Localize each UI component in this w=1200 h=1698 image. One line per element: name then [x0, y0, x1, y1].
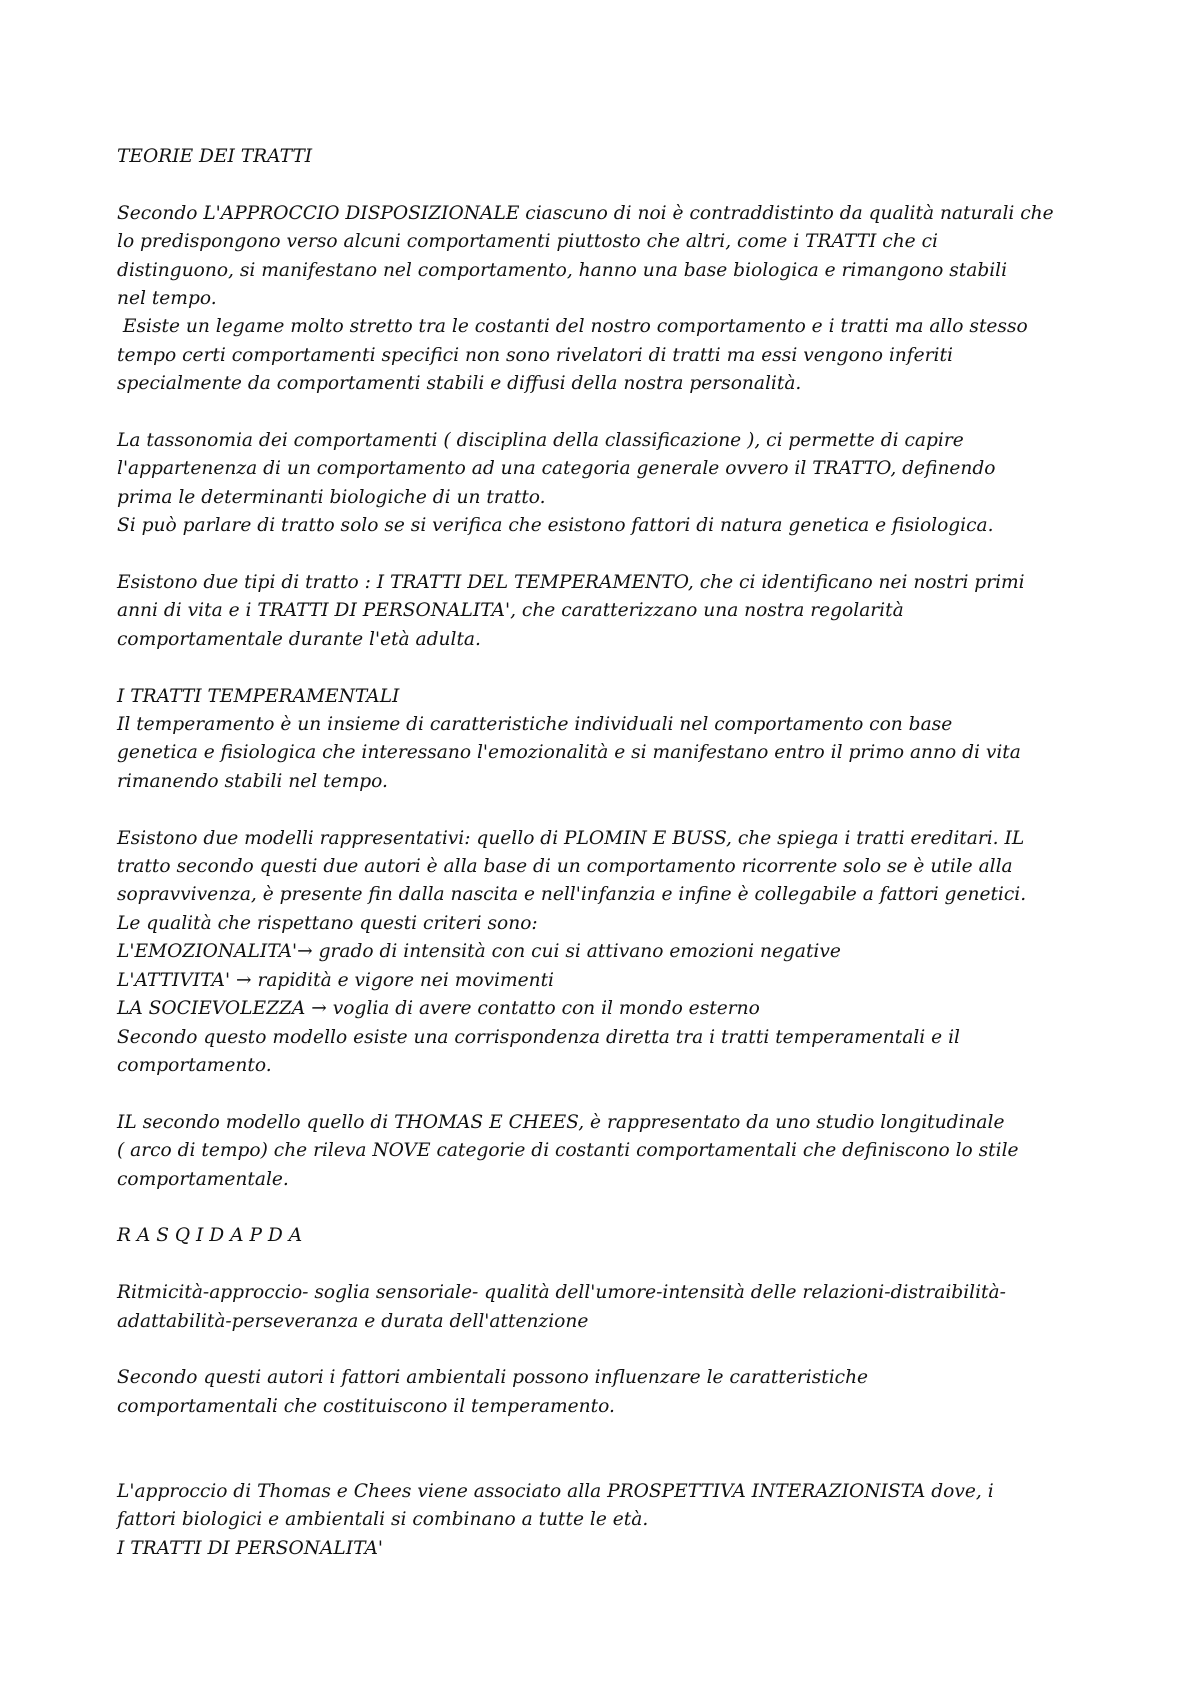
text-line: Esistono due tipi di tratto : I TRATTI DEL TEMPERAMENTO, che ci identificano nei nostri primi	[117, 572, 1025, 594]
text-line: tratto secondo questi due autori è alla base di un comportamento ricorrente solo se è utile alla	[117, 856, 1013, 878]
text-line: lo predispongono verso alcuni comportamenti piuttosto che altri, come i TRATTI che ci	[117, 231, 938, 253]
section-tratti-temperamentali	[117, 683, 1107, 797]
text-line: Il temperamento è un insieme di caratteristiche individuali nel comportamento con base	[117, 714, 953, 736]
text-line: Esistono due modelli rappresentativi: quello di PLOMIN E BUSS, che spiega i tratti ereditari. IL	[117, 827, 1025, 849]
text-line: tempo certi comportamenti specifici non sono rivelatori di tratti ma essi vengono inferiti	[117, 344, 953, 366]
paragraph-tassonomia	[117, 427, 1107, 541]
text-line: Si può parlare di tratto solo se si verifica che esistono fattori di natura genetica e fisiologica.	[117, 515, 994, 537]
acronym-block	[117, 1222, 1107, 1250]
text-line: Esiste un legame molto stretto tra le costanti del nostro comportamento e i tratti ma allo stesso	[117, 316, 1028, 338]
paragraph-plomin-buss	[117, 825, 1107, 1081]
text-line: Le qualità che rispettano questi criteri sono:	[117, 912, 538, 934]
paragraph-prospettiva-interazionista	[117, 1478, 1107, 1563]
text-line: prima le determinanti biologiche di un tratto.	[117, 486, 546, 508]
text-line: distinguono, si manifestano nel comportamento, hanno una base biologica e rimangono stabili	[117, 259, 1008, 281]
list-item-socievolezza: LA SOCIEVOLEZZA → voglia di avere contatto con il mondo esterno	[117, 998, 760, 1020]
text-line: La tassonomia dei comportamenti ( disciplina della classificazione ), ci permette di capire	[117, 430, 964, 452]
text-line: nel tempo.	[117, 288, 217, 310]
paragraph-tipi-di-tratto	[117, 569, 1107, 654]
text-line: specialmente da comportamenti stabili e diffusi della nostra personalità.	[117, 373, 802, 395]
text-line: ( arco di tempo) che rileva NOVE categorie di costanti comportamentali che definiscono lo stile	[117, 1140, 1019, 1162]
document-page	[117, 143, 1107, 1563]
acronym-line: R A S Q I D A P D A	[117, 1225, 303, 1247]
text-line: genetica e fisiologica che interessano l'emozionalità e si manifestano entro il primo anno di vita	[117, 742, 1021, 764]
text-line: fattori biologici e ambientali si combinano a tutte le età.	[117, 1509, 649, 1531]
text-line: Secondo questi autori i fattori ambientali possono influenzare le caratteristiche	[117, 1367, 869, 1389]
paragraph-thomas-chees	[117, 1109, 1107, 1194]
text-line: sopravvivenza, è presente fin dalla nascita e nell'infanzia e infine è collegabile a fattori genetici.	[117, 884, 1027, 906]
document-title-block	[117, 143, 1107, 171]
text-line: anni di vita e i TRATTI DI PERSONALITA', che caratterizzano una nostra regolarità	[117, 600, 904, 622]
text-line: comportamentali che costituiscono il temperamento.	[117, 1395, 615, 1417]
text-line: comportamentale.	[117, 1168, 289, 1190]
paragraph-categorie	[117, 1279, 1107, 1336]
section-heading: I TRATTI DI PERSONALITA'	[117, 1537, 384, 1559]
text-line: comportamentale durante l'età adulta.	[117, 628, 481, 650]
text-line: Secondo L'APPROCCIO DISPOSIZIONALE ciascuno di noi è contraddistinto da qualità naturali che	[117, 202, 1054, 224]
text-line: l'appartenenza di un comportamento ad una categoria generale ovvero il TRATTO, definendo	[117, 458, 996, 480]
text-line: IL secondo modello quello di THOMAS E CHEES, è rappresentato da uno studio longitudinale	[117, 1111, 1005, 1133]
text-line: Ritmicità-approccio- soglia sensoriale- qualità dell'umore-intensità delle relazioni-distraibilità-	[117, 1282, 1006, 1304]
text-line: adattabilità-perseveranza e durata dell'attenzione	[117, 1310, 589, 1332]
list-item-attivita: L'ATTIVITA' → rapidità e vigore nei movimenti	[117, 969, 555, 991]
text-line: Secondo questo modello esiste una corrispondenza diretta tra i tratti temperamentali e il	[117, 1026, 960, 1048]
document-title: TEORIE DEI TRATTI	[117, 146, 313, 167]
section-heading: I TRATTI TEMPERAMENTALI	[117, 685, 400, 707]
text-line: L'approccio di Thomas e Chees viene associato alla PROSPETTIVA INTERAZIONISTA dove, i	[117, 1480, 994, 1502]
paragraph-approccio-disposizionale	[117, 200, 1107, 399]
paragraph-fattori-ambientali	[117, 1364, 1107, 1421]
list-item-emozionalita: L'EMOZIONALITA'→ grado di intensità con cui si attivano emozioni negative	[117, 941, 841, 963]
text-line: rimanendo stabili nel tempo.	[117, 770, 388, 792]
text-line: comportamento.	[117, 1054, 272, 1076]
